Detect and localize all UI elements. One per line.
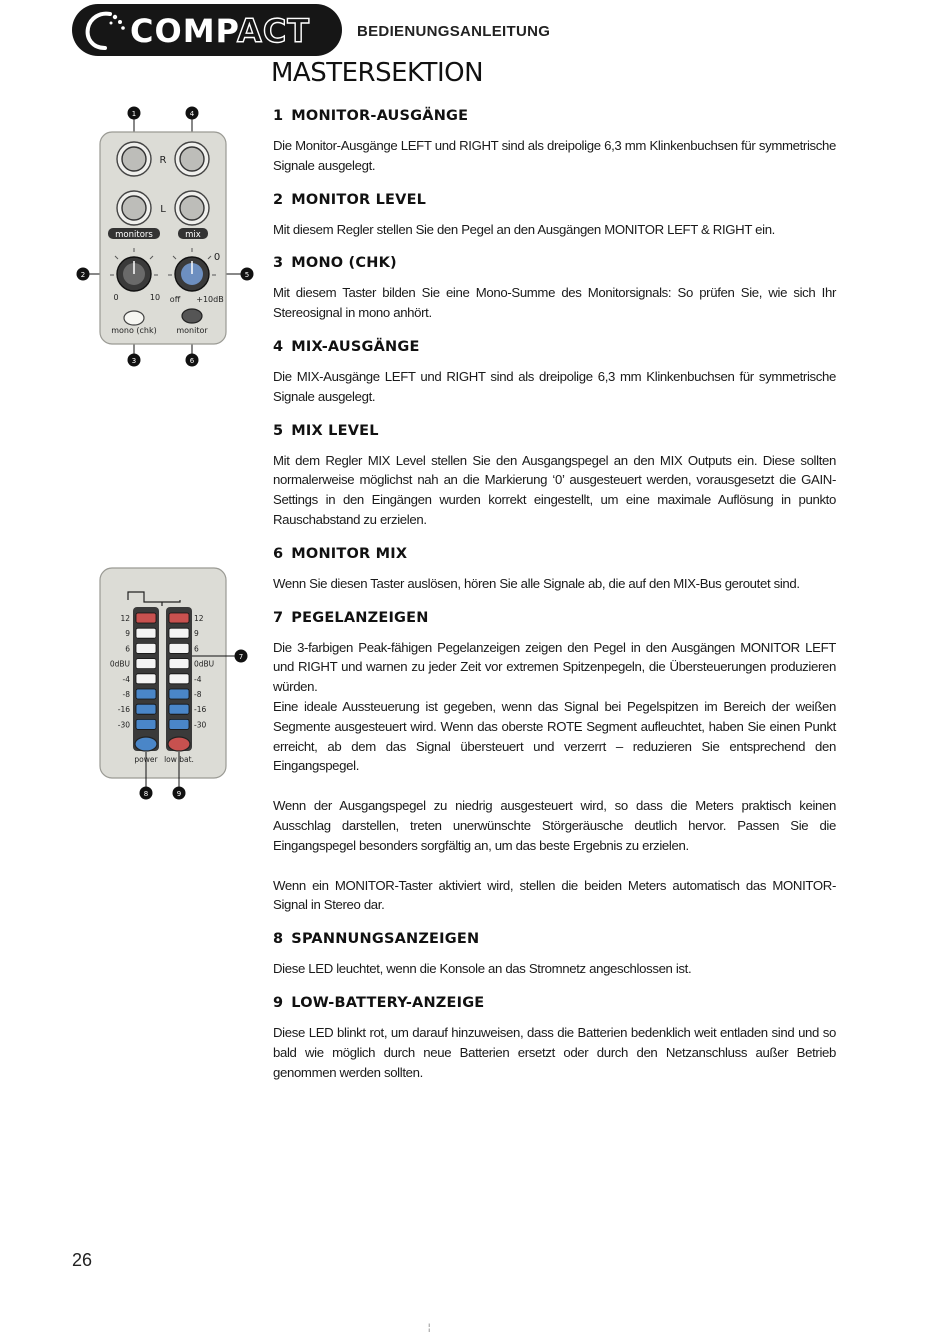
master-section-figure xyxy=(70,104,270,368)
meter-segment-white xyxy=(136,643,156,653)
monitor-level-knob xyxy=(117,257,151,291)
meter-segment-white xyxy=(136,674,156,684)
callout-4 xyxy=(186,107,199,120)
section-heading xyxy=(273,335,836,359)
section-title: MONITOR-AUSGÄNGE xyxy=(291,108,469,124)
page-number: 26 xyxy=(72,1250,93,1270)
section-heading xyxy=(273,542,836,566)
meter-scale-label: 0dBU xyxy=(109,659,130,669)
logo-swirl-icon xyxy=(82,8,128,52)
mix-label: mix xyxy=(185,230,201,240)
meter-scale-label: 9 xyxy=(125,629,130,639)
knob-right-max: +10dB xyxy=(196,295,224,304)
meter-scale-label: -30 xyxy=(117,720,130,730)
section-heading xyxy=(273,419,836,443)
meter-segment-blue xyxy=(136,689,156,699)
meter-scale-label: 6 xyxy=(194,644,199,654)
section-heading xyxy=(273,927,836,951)
jack-r-label: R xyxy=(159,155,167,166)
section-title: MIX LEVEL xyxy=(291,422,379,439)
meter-scale-label: -16 xyxy=(194,705,207,715)
section-paragraph: Wenn der Ausgangspegel zu niedrig ausgesteuert wird, so dass die Meters praktisch keinen Ausschlag darstellen, treten unerwünschte Störgeräusche deutlich hervor. Passen Sie die Eingangspegel besonders sorgfältig an, um das beste Ergebnis zu erzielen. xyxy=(273,798,836,853)
power-led xyxy=(135,737,157,751)
meter-segment-white xyxy=(169,659,189,669)
meter-scale-label: -8 xyxy=(122,690,130,699)
meter-segment-white xyxy=(169,674,189,684)
knob-right-mark: 0 xyxy=(213,252,221,263)
monitor-left-jack xyxy=(117,191,151,225)
section-heading xyxy=(273,251,836,275)
meter-segment-white xyxy=(136,659,156,669)
section-number: 6 xyxy=(273,545,284,562)
meter-segment-blue xyxy=(169,689,189,699)
section-title: MONITOR MIX xyxy=(291,545,408,562)
meter-segment-red xyxy=(136,613,156,623)
meter-segment-red xyxy=(169,613,189,623)
section-paragraph: Mit diesem Regler stellen Sie den Pegel an den Ausgängen MONITOR LEFT & RIGHT ein. xyxy=(273,221,775,237)
knob-right-min: off xyxy=(169,295,181,304)
section-heading xyxy=(273,188,836,212)
section-heading xyxy=(273,606,836,630)
monitor-mix-button xyxy=(182,309,202,323)
svg-text:1: 1 xyxy=(131,110,137,118)
brand-logo xyxy=(72,4,342,56)
svg-text:2: 2 xyxy=(80,271,86,279)
meter-segment-blue xyxy=(136,719,156,729)
section-paragraph: Eine ideale Aussteuerung ist gegeben, wenn das Signal bei Pegelspitzen im Bereich der weißen Segmente ausgesteuert wird. Wenn das oberste ROTE Segment aufleuchtet, haben Sie einen Punkt erreicht, ab dem das Signal übersteuert und verzerrt – reduzieren Sie entsprechend den Eingangspegel. xyxy=(273,698,836,774)
section-paragraph: Wenn Sie diesen Taster auslösen, hören Sie alle Signale ab, die auf den MIX-Bus geroutet sind. xyxy=(273,575,800,591)
section-number: 2 xyxy=(273,191,284,208)
callout-3 xyxy=(128,354,141,367)
section-title: SPANNUNGSANZEIGEN xyxy=(291,931,480,948)
meter-scale-label: -16 xyxy=(117,705,130,715)
low-bat-label: low bat. xyxy=(164,755,194,764)
meter-scale-label: 12 xyxy=(120,614,130,623)
meter-segment-white xyxy=(169,643,189,653)
section-paragraph: Die MIX-Ausgänge LEFT und RIGHT sind als dreipolige 6,3 mm Klinkenbuchsen für symmetrische Signale ausgelegt. xyxy=(273,368,836,404)
section-number: 3 xyxy=(273,255,284,272)
mono-chk-label: mono (chk) xyxy=(111,326,157,335)
section-title: MONO (CHK) xyxy=(291,255,397,272)
svg-text:7: 7 xyxy=(238,653,244,661)
mix-level-knob xyxy=(175,257,209,291)
meter-scale-label: -4 xyxy=(122,674,130,684)
meter-scale-label: 6 xyxy=(125,644,130,654)
section-content xyxy=(273,104,836,1094)
section-paragraph: Mit diesem Taster bilden Sie eine Mono-Summe des Monitorsignals: So prüfen Sie, wie sich Ihr Stereosignal in mono anhört. xyxy=(273,285,836,321)
section-title: LOW-BATTERY-ANZEIGE xyxy=(291,994,485,1011)
meter-scale-label: -4 xyxy=(194,674,202,684)
meter-scale-label: 12 xyxy=(194,614,204,623)
section-paragraph: Die 3-farbigen Peak-fähigen Pegelanzeigen zeigen den Pegel in den Ausgängen MONITOR LEFT und RIGHT und warnen zu jeder Zeit vor extremen Spitzenpegeln, die Übersteuerungen produzieren würden. xyxy=(273,639,836,695)
footer-mark: ¦ xyxy=(428,1322,431,1332)
manual-label: BEDIENUNGSANLEITUNG xyxy=(357,23,551,40)
mono-chk-button xyxy=(124,311,144,325)
level-meter-figure xyxy=(96,566,256,802)
meter-segment-blue xyxy=(169,704,189,714)
section-title: MIX-AUSGÄNGE xyxy=(291,338,420,355)
callout-8 xyxy=(140,787,153,800)
section-title: MONITOR LEVEL xyxy=(291,191,427,208)
callout-9 xyxy=(173,787,186,800)
section-number: 4 xyxy=(273,338,284,355)
meter-scale-label: 0dBU xyxy=(194,659,215,669)
meter-scale-label: -30 xyxy=(194,720,207,730)
section-paragraph: Diese LED blinkt rot, um darauf hinzuweisen, dass die Batterien bedenklich weit entladen sind und so bald wie möglich durch neue Batterien ersetzt oder durch den Netzanschluss außer Betrieb genommen werden sollten. xyxy=(273,1024,836,1080)
section-paragraph: Wenn ein MONITOR-Taster aktiviert wird, stellen die beiden Meters automatisch das MONITOR-Signal in Stereo dar. xyxy=(273,877,836,913)
meter-segment-blue xyxy=(169,719,189,729)
callout-5 xyxy=(241,268,254,281)
callout-2 xyxy=(77,268,90,281)
logo-wordmark: COMPACT xyxy=(130,12,311,50)
meter-segment-white xyxy=(136,628,156,638)
section-title: PEGELANZEIGEN xyxy=(291,609,429,626)
callout-7 xyxy=(235,650,248,663)
monitors-label: monitors xyxy=(115,230,153,240)
meter-scale-label: 9 xyxy=(194,629,199,639)
section-heading xyxy=(273,104,836,128)
meter-segment-white xyxy=(169,628,189,638)
callout-1 xyxy=(128,107,141,120)
page-title: MASTERSEKTION xyxy=(271,58,484,88)
section-number: 5 xyxy=(273,422,284,439)
svg-text:5: 5 xyxy=(244,271,250,279)
monitor-mix-label: monitor xyxy=(176,326,208,335)
knob-left-min: 0 xyxy=(113,293,119,302)
meter-segment-blue xyxy=(136,704,156,714)
callout-6 xyxy=(186,354,199,367)
monitor-right-jack xyxy=(117,142,151,176)
low-bat-led xyxy=(168,737,190,751)
section-number: 7 xyxy=(273,609,284,626)
knob-left-max: 10 xyxy=(149,293,161,302)
section-number: 9 xyxy=(273,994,284,1011)
section-number: 1 xyxy=(273,108,284,124)
power-label: power xyxy=(134,755,158,764)
svg-text:8: 8 xyxy=(143,790,149,798)
section-number: 8 xyxy=(273,931,284,948)
svg-text:4: 4 xyxy=(189,110,195,118)
meter-scale-label: -8 xyxy=(194,690,202,699)
mix-right-jack xyxy=(175,142,209,176)
section-heading xyxy=(273,991,836,1015)
mix-left-jack xyxy=(175,191,209,225)
jack-l-label: L xyxy=(160,204,166,215)
svg-text:9: 9 xyxy=(176,790,182,798)
section-paragraph: Diese LED leuchtet, wenn die Konsole an das Stromnetz angeschlossen ist. xyxy=(273,961,692,977)
svg-text:3: 3 xyxy=(131,357,137,365)
section-paragraph: Die Monitor-Ausgänge LEFT und RIGHT sind als dreipolige 6,3 mm Klinkenbuchsen für symmetrische Signale ausgelegt. xyxy=(273,138,836,173)
svg-text:6: 6 xyxy=(189,357,195,365)
section-paragraph: Mit dem Regler MIX Level stellen Sie den Ausgangspegel an den MIX Outputs ein. Diese sollten normalerweise möglichst nah an die Markierung ‘0’ ausgesteuert werden, vorausgesetzt die GAIN-Settings in den Eingängen wurden korrekt eingestellt, um eine maximale Auflösung in punkto Rauschabstand zu erzielen. xyxy=(273,452,836,527)
